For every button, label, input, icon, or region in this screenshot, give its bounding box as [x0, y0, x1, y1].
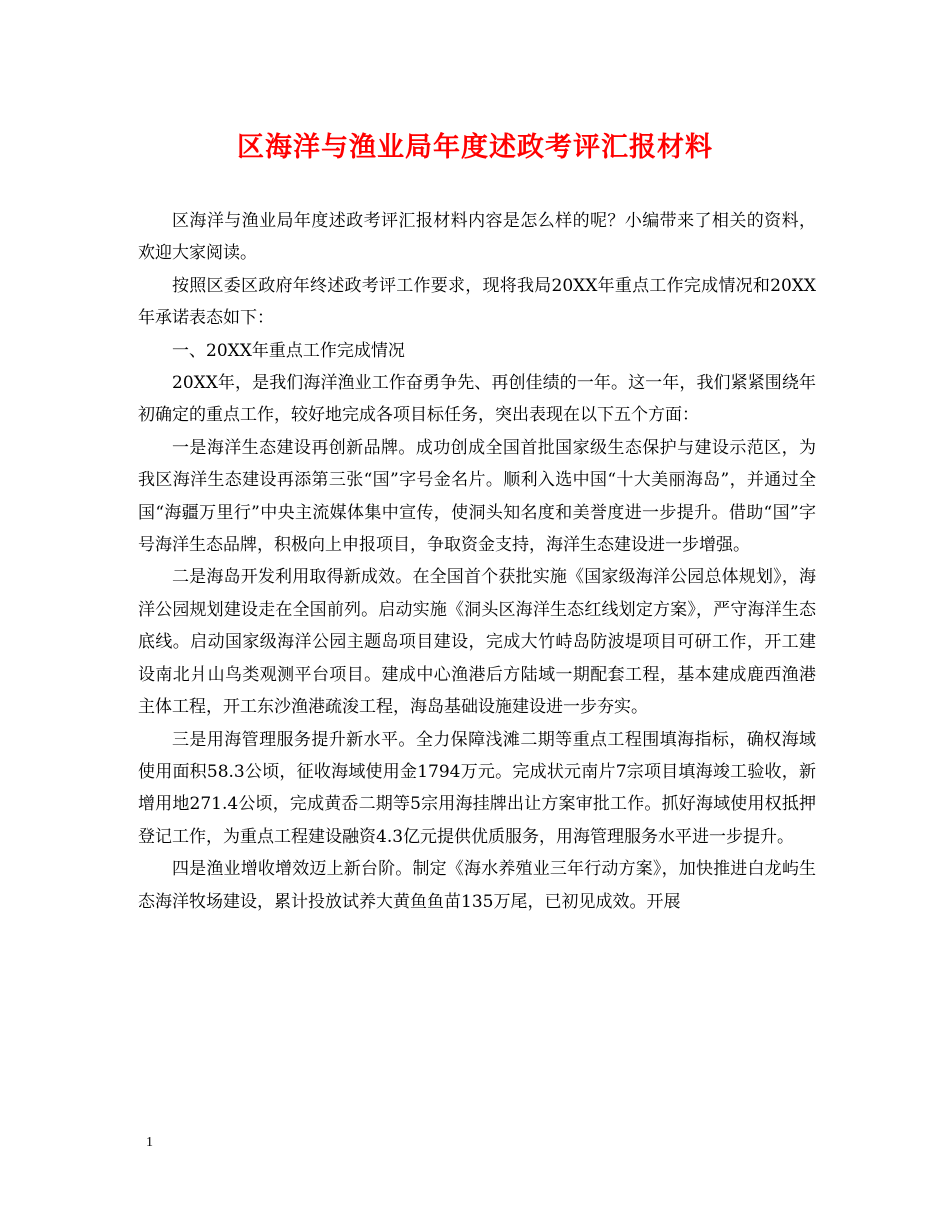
- paragraph-overview: 20XX年，是我们海洋渔业工作奋勇争先、再创佳绩的一年。这一年，我们紧紧围绕年初确定的重点工作，较好地完成各项目标任务，突出表现在以下五个方面：: [138, 373, 816, 426]
- paragraph-intro: 区海洋与渔业局年度述政考评汇报材料内容是怎么样的呢？小编带来了相关的资料，欢迎大家阅读。: [138, 211, 816, 264]
- paragraph-requirement: 按照区委区政府年终述政考评工作要求，现将我局20XX年重点工作完成情况和20XX年承诺表态如下：: [138, 275, 816, 329]
- paragraph-point-4: 四是渔业增收增效迈上新台阶。制定《海水养殖业三年行动方案》，加快推进白龙屿生态海洋牧场建设，累计投放试养大黄鱼鱼苗135万尾，已初见成效。开展: [138, 859, 816, 912]
- paragraph-point-1: 一是海洋生态建设再创新品牌。成功创成全国首批国家级生态保护与建设示范区，为我区海洋生态建设再添第三张“国”字号金名片。顺利入选中国“十大美丽海岛”，并通过全国“海疆万里行”中央主流媒体集中宣传，使洞头知名度和美誉度进一步提升。借助“国”字号海洋生态品牌，积极向上申报项目，争取资金支持，海洋生态建设进一步增强。: [138, 437, 816, 556]
- paragraph-point-2: 二是海岛开发利用取得新成效。在全国首个获批实施《国家级海洋公园总体规划》，海洋公园规划建设走在全国前列。启动实施《洞头区海洋生态红线划定方案》，严守海洋生态底线。启动国家级海洋公园主题岛项目建设，完成大竹峙岛防波堤项目可研工作，开工建设南北爿山鸟类观测平台项目。建成中心渔港后方陆域一期配套工程，基本建成鹿西渔港主体工程，开工东沙渔港疏浚工程，海岛基础设施建设进一步夯实。: [138, 567, 816, 718]
- document-title: 区海洋与渔业局年度述政考评汇报材料: [237, 132, 713, 163]
- section-heading: 一、20XX年重点工作完成情况: [172, 340, 405, 361]
- page-number: 1: [146, 1135, 153, 1150]
- paragraph-point-3: 三是用海管理服务提升新水平。全力保障浅滩二期等重点工程围填海指标，确权海域使用面积58.3公顷，征收海域使用金1794万元。完成状元南片7宗项目填海竣工验收，新增用地271.4公顷，完成黄岙二期等5宗用海挂牌出让方案审批工作。抓好海域使用权抵押登记工作，为重点工程建设融资4.3亿元提供优质服务，用海管理服务水平进一步提升。: [138, 729, 816, 847]
- document-body: [138, 205, 816, 918]
